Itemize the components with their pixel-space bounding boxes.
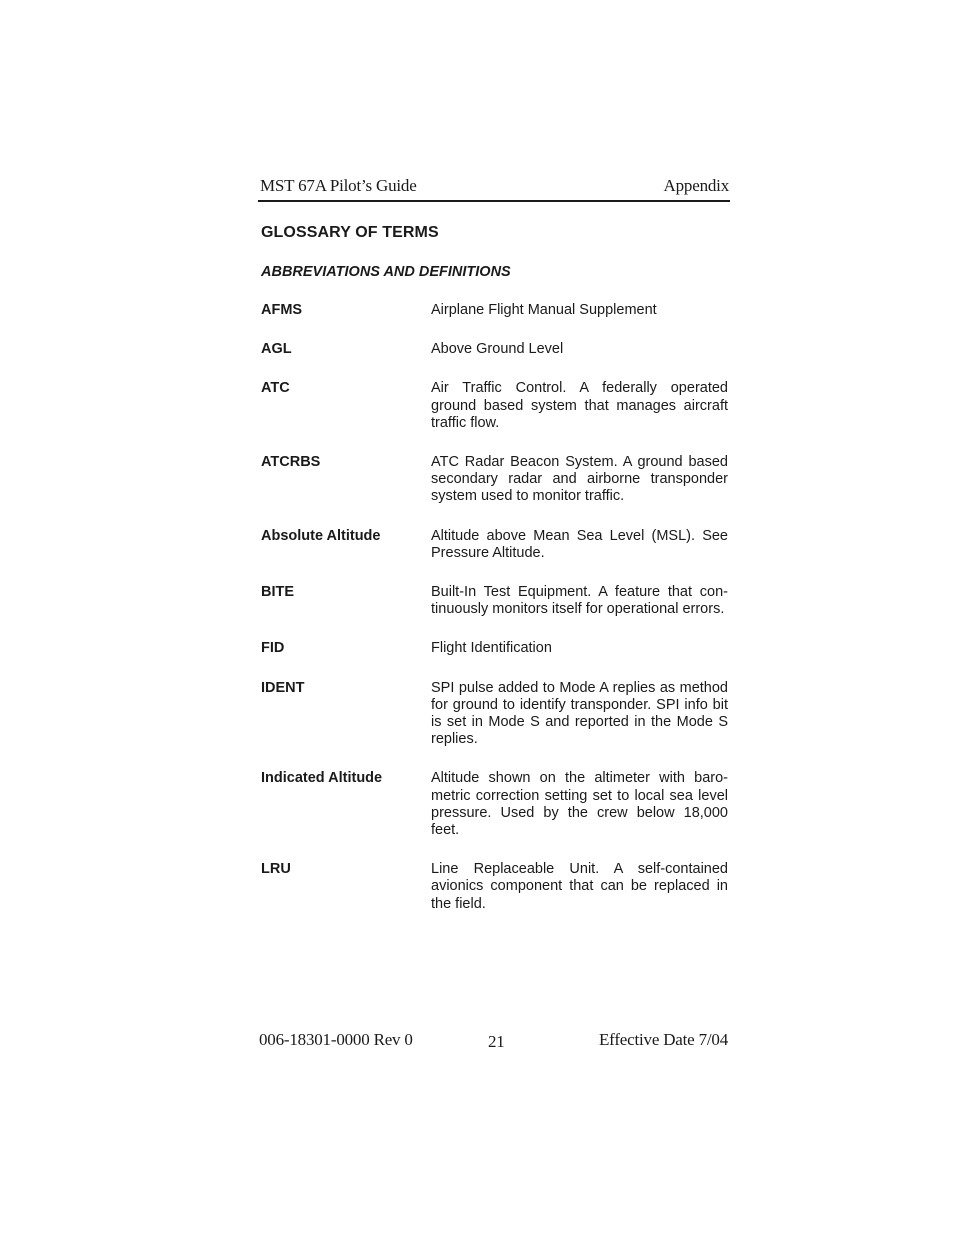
glossary-entry: [258, 528, 730, 562]
document-page: [258, 176, 730, 935]
glossary-term: AGL: [261, 341, 292, 358]
glossary-entry: [258, 861, 730, 913]
footer-page-number: 21: [488, 1032, 505, 1051]
glossary-entry: [258, 680, 730, 749]
subsection-title: ABBREVIATIONS AND DEFINITIONS: [261, 264, 511, 280]
glossary-entry: [258, 584, 730, 618]
glossary-definition: Altitude shown on the altimeter with baro-metric correction setting set to local sea level pressure. Used by the crew below 18,000 feet.: [431, 770, 728, 839]
glossary-definition: ATC Radar Beacon System. A ground based secondary radar and airborne transponder system used to monitor traffic.: [431, 454, 728, 505]
glossary-entry: [258, 302, 730, 319]
glossary-definition: SPI pulse added to Mode A replies as method for ground to identify transponder. SPI info bit is set in Mode S and reported in the Mode S replies.: [431, 679, 728, 748]
glossary-definition: Flight Identification: [431, 640, 552, 657]
glossary-entry: [258, 640, 730, 657]
glossary-term: ATC: [261, 380, 290, 397]
section-title: GLOSSARY OF TERMS: [261, 224, 439, 241]
glossary-term: Absolute Altitude: [261, 527, 381, 544]
glossary-definition: Airplane Flight Manual Supplement: [431, 302, 657, 318]
glossary-term: IDENT: [261, 679, 305, 696]
glossary-list: [258, 302, 730, 913]
glossary-term: FID: [261, 640, 285, 657]
glossary-entry: [258, 770, 730, 839]
glossary-entry: [258, 341, 730, 358]
glossary-term: ATCRBS: [261, 454, 321, 471]
footer-doc-number: 006-18301-0000 Rev 0: [259, 1030, 413, 1049]
glossary-term: LRU: [261, 861, 291, 878]
footer-effective-date: Effective Date 7/04: [599, 1030, 728, 1049]
glossary-entry: [258, 454, 730, 506]
glossary-definition: Above Ground Level: [431, 341, 564, 358]
glossary-term: BITE: [261, 584, 295, 601]
glossary-definition: Built-In Test Equipment. A feature that con-tinuously monitors itself for operational errors.: [431, 584, 728, 618]
glossary-definition: Altitude above Mean Sea Level (MSL). See Pressure Altitude.: [431, 527, 728, 561]
glossary-term: Indicated Altitude: [261, 770, 383, 787]
header-title: MST 67A Pilot’s Guide: [260, 176, 417, 195]
header-section: Appendix: [663, 176, 729, 195]
glossary-definition: Air Traffic Control. A federally operated ground based system that manages aircraft traffic flow.: [431, 380, 728, 431]
glossary-definition: Line Replaceable Unit. A self-contained avionics component that can be replaced in the field.: [431, 861, 728, 912]
glossary-entry: [258, 380, 730, 432]
page-header: [258, 176, 730, 202]
glossary-term: AFMS: [261, 302, 303, 318]
